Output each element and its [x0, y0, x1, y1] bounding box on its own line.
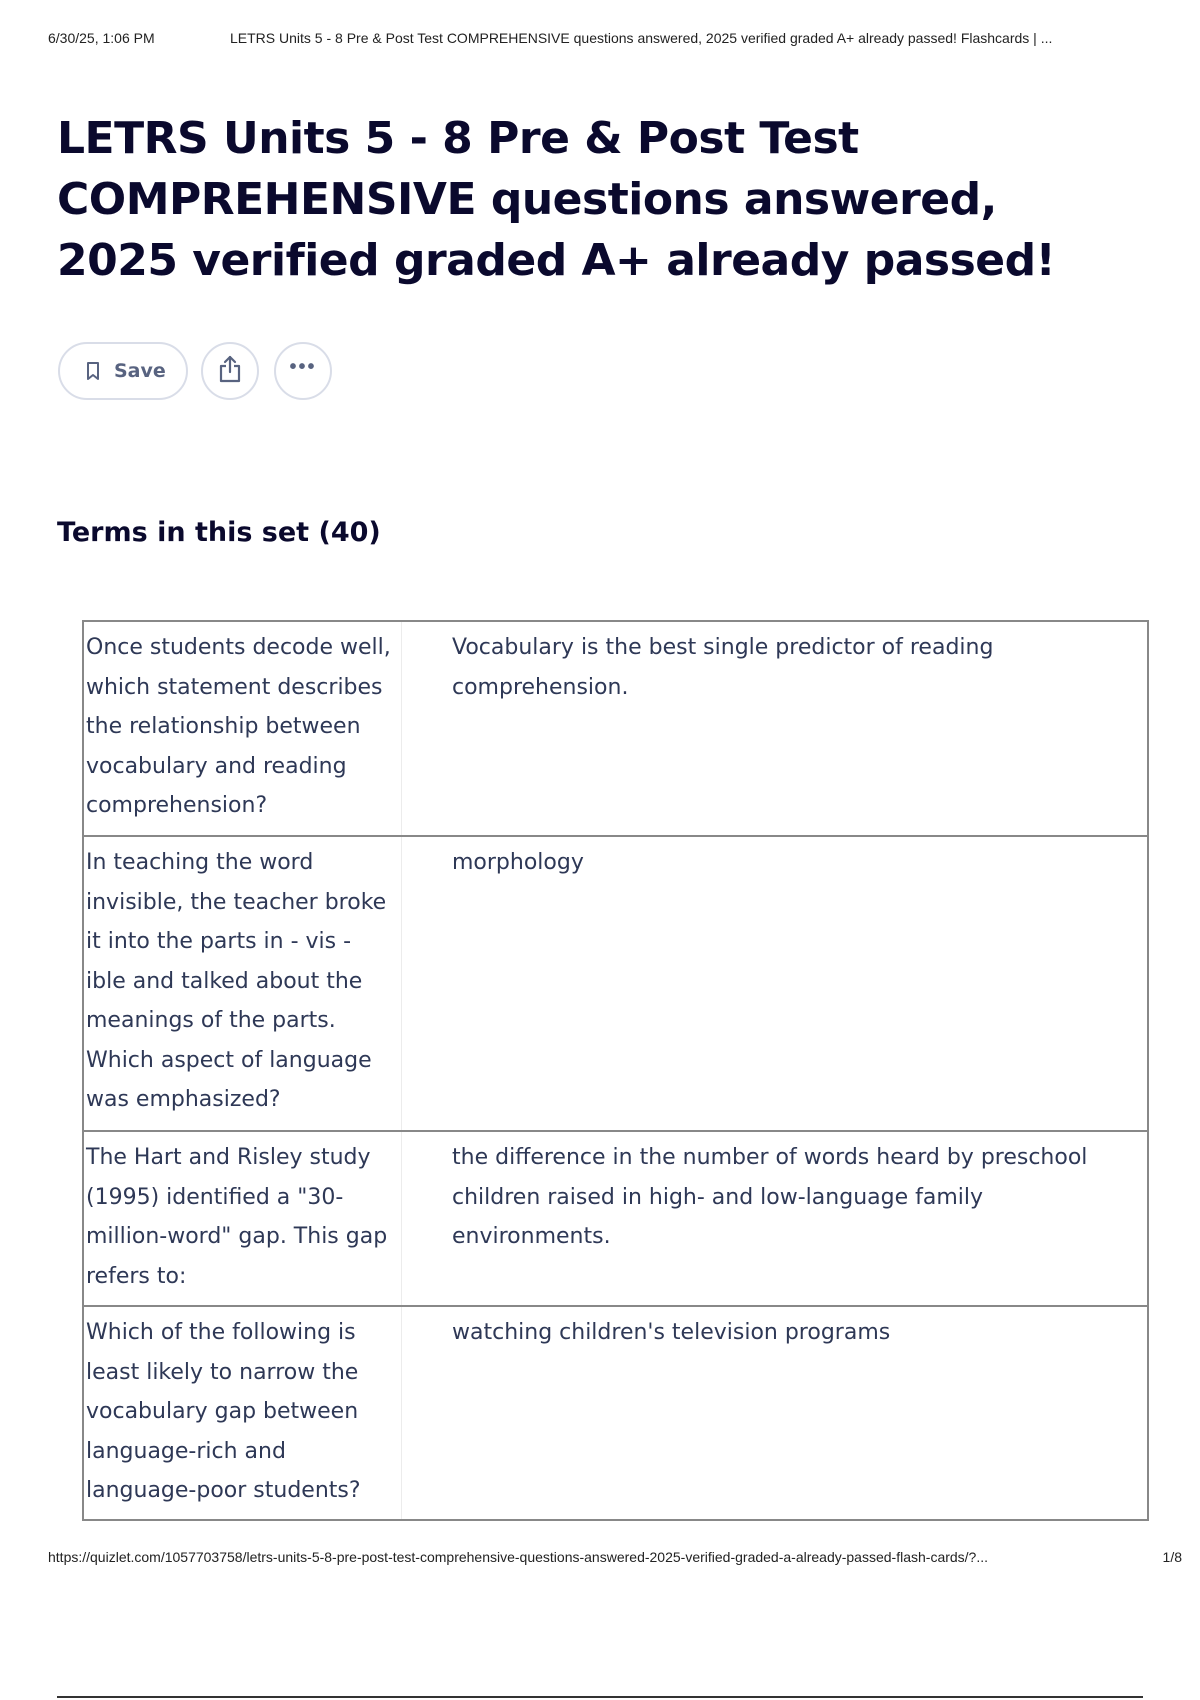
- term-text: In teaching the word invisible, the teacher broke it into the parts in - vis - ible and talked about the meanings of the parts. Which aspect of language was emphasized?: [84, 837, 402, 1130]
- term-text: Which of the following is least likely to narrow the vocabulary gap between language-rich and language-poor students?: [84, 1307, 402, 1519]
- page-number: 1/8: [1162, 1549, 1182, 1565]
- share-icon: [217, 355, 243, 388]
- term-text: Once students decode well, which statement describes the relationship between vocabulary and reading comprehension?: [84, 622, 402, 835]
- term-row: [84, 622, 1147, 837]
- bookmark-icon: [86, 362, 100, 380]
- definition-text: morphology: [452, 850, 584, 875]
- save-button-label: Save: [114, 360, 166, 382]
- term-row: [84, 1307, 1147, 1521]
- term-row: [84, 1132, 1147, 1307]
- definition-text: the difference in the number of words heard by preschool children raised in high- and low-language family environments.: [452, 1145, 1088, 1249]
- print-date: 6/30/25, 1:06 PM: [48, 30, 155, 46]
- terms-heading: Terms in this set (40): [57, 517, 381, 548]
- divider: [57, 1696, 1143, 1698]
- print-footer: [48, 1549, 1182, 1569]
- save-button[interactable]: [58, 342, 188, 400]
- definition-text: Vocabulary is the best single predictor of reading comprehension.: [452, 635, 994, 700]
- more-dots-icon: •••: [289, 356, 317, 378]
- page-title: LETRS Units 5 - 8 Pre & Post Test COMPREHENSIVE questions answered, 2025 verified graded A+ already passed!: [57, 113, 1056, 286]
- definition-text: watching children's television programs: [452, 1320, 891, 1345]
- term-text: The Hart and Risley study (1995) identified a "30-million-word" gap. This gap refers to:: [84, 1132, 402, 1305]
- share-button[interactable]: [201, 342, 259, 400]
- print-header: [48, 30, 1178, 50]
- terms-table: [82, 620, 1149, 1521]
- term-row: [84, 837, 1147, 1132]
- print-page-title: LETRS Units 5 - 8 Pre & Post Test COMPREHENSIVE questions answered, 2025 verified graded A+ already passed! Flashcards | ...: [230, 30, 1053, 46]
- more-options-button[interactable]: [274, 342, 332, 400]
- footer-url: https://quizlet.com/1057703758/letrs-units-5-8-pre-post-test-comprehensive-questions-answered-2025-verified-graded-a-already-passed-flash-cards/?...: [48, 1549, 989, 1565]
